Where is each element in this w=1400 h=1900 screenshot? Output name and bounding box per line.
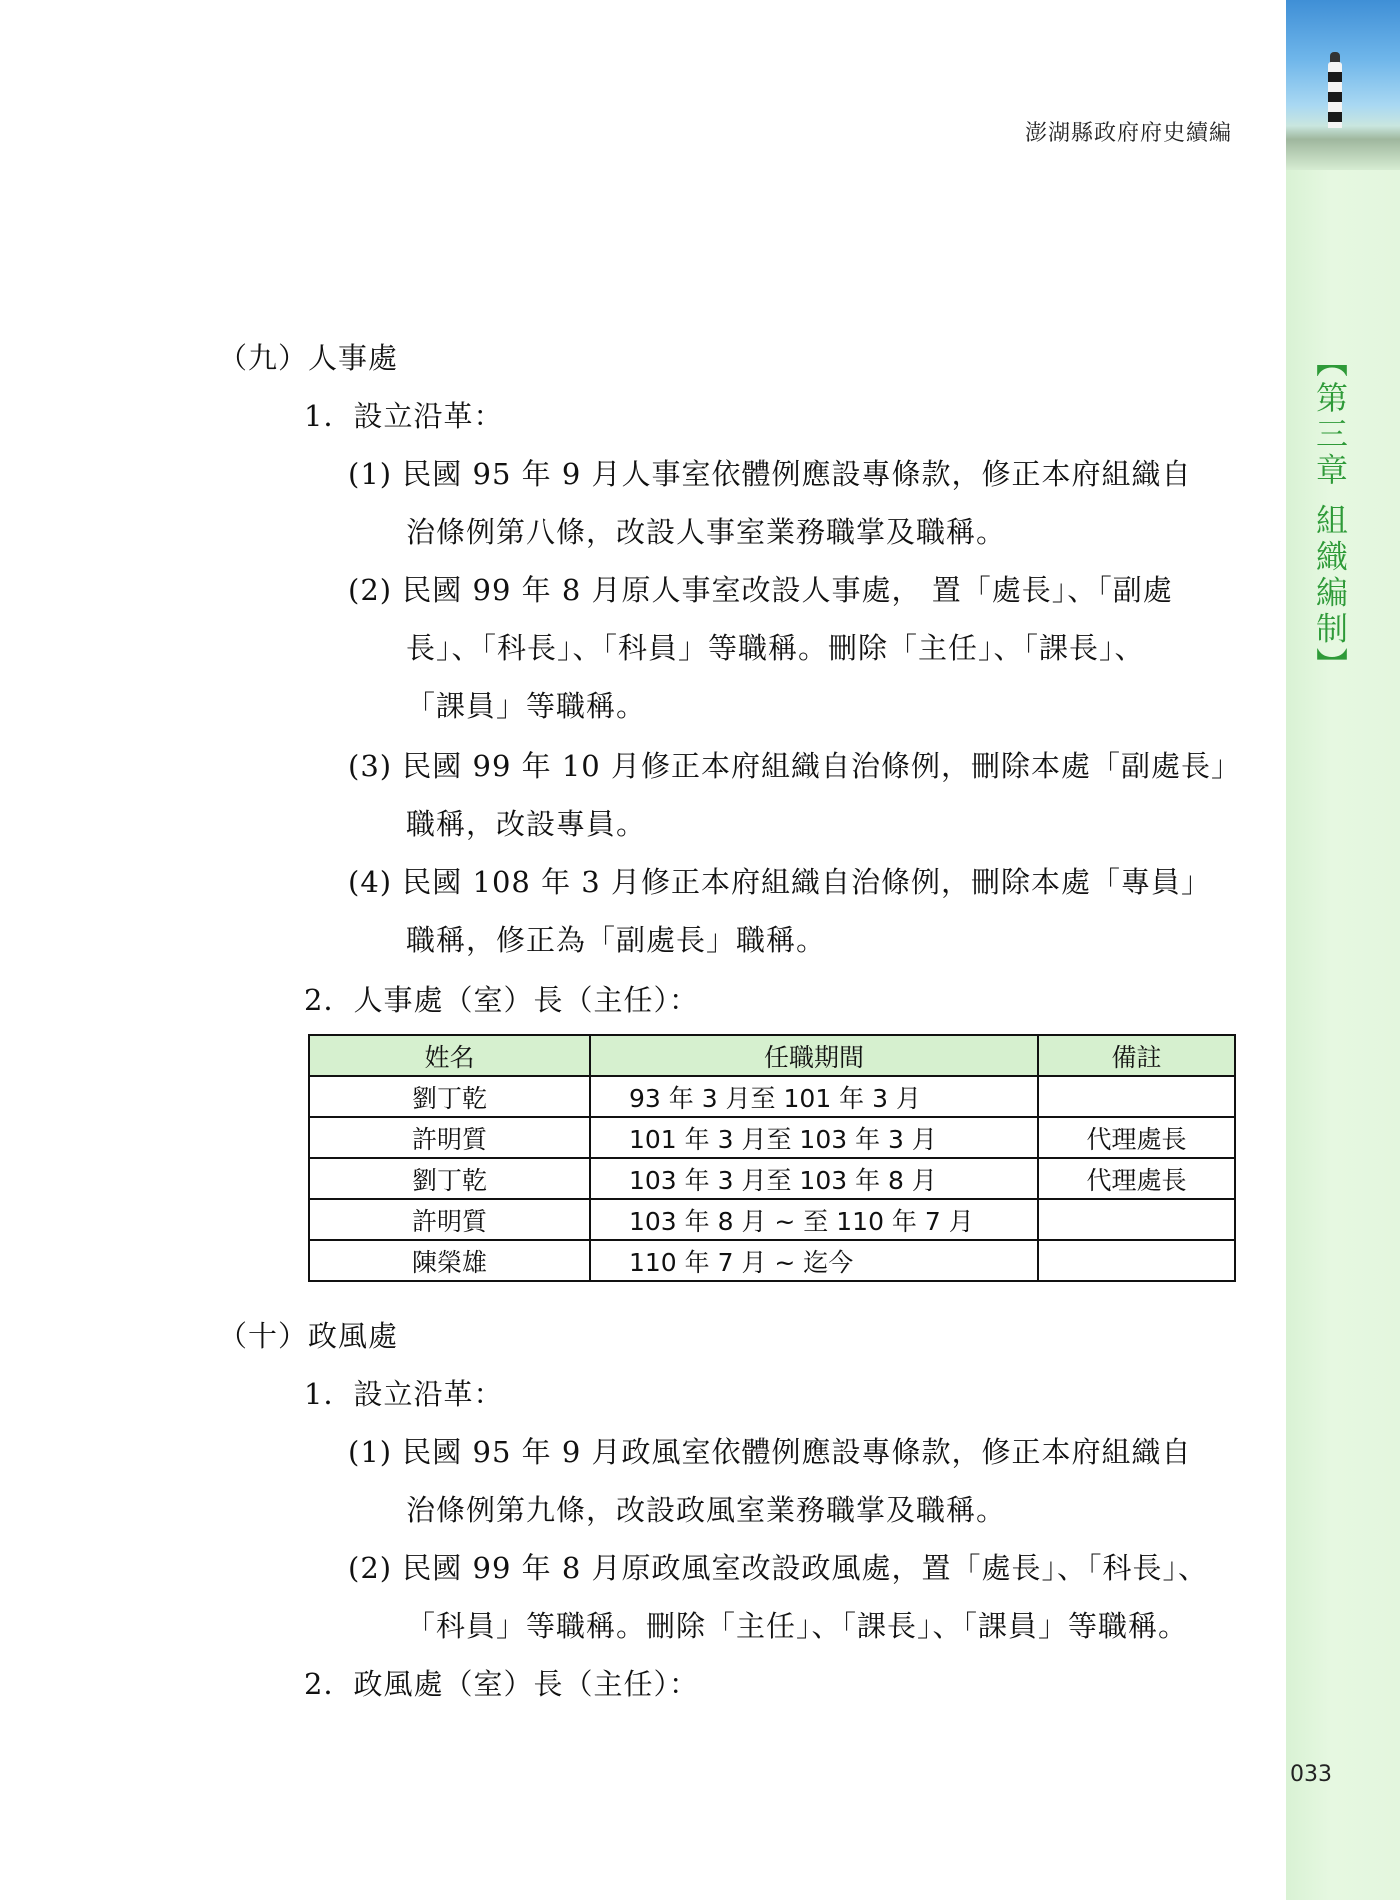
paragraph-line: 治條例第八條，改設人事室業務職掌及職稱。	[406, 515, 1007, 549]
period-cell: 103 年 8 月 ~ 至 110 年 7 月	[590, 1199, 1038, 1240]
paragraph-line: 「課員」等職稱。	[406, 689, 647, 723]
paragraph-line: (2) 民國 99 年 8 月原人事室改設人事處， 置「處長」、「副處	[348, 573, 1173, 607]
paragraph-line: (2) 民國 99 年 8 月原政風室改設政風處，置「處長」、「科長」、	[348, 1551, 1209, 1585]
name-cell: 許明質	[309, 1199, 590, 1240]
note-cell: 代理處長	[1038, 1158, 1235, 1199]
lighthouse-icon	[1328, 62, 1342, 128]
side-band	[1286, 0, 1400, 1900]
paragraph-line: 治條例第九條，改設政風室業務職掌及職稱。	[406, 1493, 1007, 1527]
page-number: 033	[1290, 1762, 1332, 1787]
lighthouse-photo	[1286, 0, 1400, 170]
name-cell: 許明質	[309, 1117, 590, 1158]
column-header: 姓名	[309, 1035, 590, 1076]
table-header-row	[309, 1035, 1235, 1076]
table-row	[309, 1240, 1235, 1281]
paragraph-line: 職稱，改設專員。	[406, 807, 647, 841]
paragraph-line: (4) 民國 108 年 3 月修正本府組織自治條例，刪除本處「專員」	[348, 865, 1211, 899]
item-label: 2．政風處（室）長（主任）：	[304, 1667, 699, 1701]
chapter-tab: 【第三章 組織編制】	[1311, 345, 1349, 684]
period-cell: 110 年 7 月 ~ 迄今	[590, 1240, 1038, 1281]
column-header: 備註	[1038, 1035, 1235, 1076]
paragraph-line: (1) 民國 95 年 9 月人事室依體例應設專條款，修正本府組織自	[348, 457, 1192, 491]
section-heading: （九）人事處	[218, 341, 399, 375]
table-row	[309, 1158, 1235, 1199]
item-label: 1．設立沿革：	[304, 1377, 504, 1411]
period-cell: 101 年 3 月至 103 年 3 月	[590, 1117, 1038, 1158]
paragraph-line: 職稱，修正為「副處長」職稱。	[406, 923, 827, 957]
item-label: 1．設立沿革：	[304, 399, 504, 433]
name-cell: 陳榮雄	[309, 1240, 590, 1281]
column-header: 任職期間	[590, 1035, 1038, 1076]
name-cell: 劉丁乾	[309, 1158, 590, 1199]
period-cell: 93 年 3 月至 101 年 3 月	[590, 1076, 1038, 1117]
running-header: 澎湖縣政府府史續編	[1024, 121, 1232, 146]
paragraph-line: 長」、「科長」、「科員」等職稱。刪除「主任」、「課長」、	[406, 631, 1145, 665]
section-heading: （十）政風處	[218, 1319, 399, 1353]
note-cell	[1038, 1199, 1235, 1240]
table-row	[309, 1199, 1235, 1240]
name-cell: 劉丁乾	[309, 1076, 590, 1117]
paragraph-line: 「科員」等職稱。刪除「主任」、「課長」、「課員」等職稱。	[406, 1609, 1189, 1643]
paragraph-line: (1) 民國 95 年 9 月政風室依體例應設專條款，修正本府組織自	[348, 1435, 1192, 1469]
period-cell: 103 年 3 月至 103 年 8 月	[590, 1158, 1038, 1199]
item-label: 2．人事處（室）長（主任）：	[304, 983, 699, 1017]
note-cell	[1038, 1076, 1235, 1117]
table-row	[309, 1076, 1235, 1117]
note-cell: 代理處長	[1038, 1117, 1235, 1158]
paragraph-line: (3) 民國 99 年 10 月修正本府組織自治條例，刪除本處「副處長」	[348, 749, 1241, 783]
note-cell	[1038, 1240, 1235, 1281]
table-row	[309, 1117, 1235, 1158]
personnel-heads-table	[308, 1034, 1236, 1282]
